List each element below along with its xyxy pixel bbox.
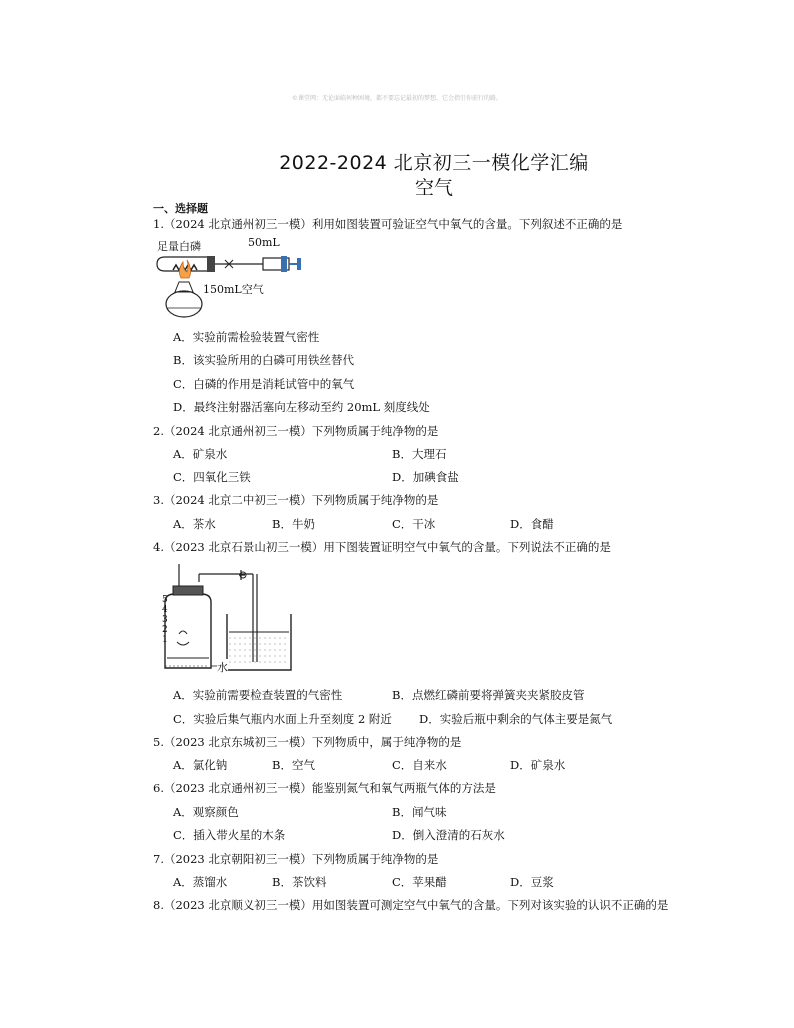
figure4-label-water: 水 xyxy=(217,661,228,674)
q1-option-b: B．该实验所用的白磷可用铁丝替代 xyxy=(173,353,354,367)
figure1-label-air: 150mL空气 xyxy=(203,283,264,296)
q3-option-a: A．茶水 xyxy=(173,517,216,531)
figure4-scale: 5 4 3 2 1 xyxy=(162,595,168,645)
q3-option-c: C．干冰 xyxy=(392,517,436,531)
question-7-stem: 7.（2023 北京朝阳初三一模）下列物质属于纯净物的是 xyxy=(153,852,439,866)
question-1-stem: 1.（2024 北京通州初三一模）利用如图装置可验证空气中氧气的含量。下列叙述不正确的是 xyxy=(153,217,623,231)
q2-option-a: A．矿泉水 xyxy=(173,447,228,461)
q4-option-d: D．实验后瓶中剩余的气体主要是氮气 xyxy=(419,712,613,726)
q3-option-d: D．食醋 xyxy=(510,517,554,531)
q6-option-a: A．观察颜色 xyxy=(173,805,239,819)
question-6-stem: 6.（2023 北京通州初三一模）能鉴别氮气和氧气两瓶气体的方法是 xyxy=(153,781,496,795)
q7-option-b: B．茶饮料 xyxy=(272,875,327,889)
question-5-stem: 5.（2023 北京东城初三一模）下列物质中，属于纯净物的是 xyxy=(153,735,462,749)
figure1-label-syringe: 50mL xyxy=(248,236,280,249)
q1-option-c: C．白磷的作用是消耗试管中的氧气 xyxy=(173,377,355,391)
q4-option-c: C．实验后集气瓶内水面上升至刻度 2 附近 xyxy=(173,712,392,726)
q2-option-b: B．大理石 xyxy=(392,447,447,461)
q5-option-d: D．矿泉水 xyxy=(510,758,566,772)
q2-option-d: D．加碘食盐 xyxy=(392,470,459,484)
q6-option-d: D．倒入澄清的石灰水 xyxy=(392,828,505,842)
section-heading: 一、选择题 xyxy=(153,202,208,215)
q7-option-d: D．豆浆 xyxy=(510,875,554,889)
question-4-stem: 4.（2023 北京石景山初三一模）用下图装置证明空气中氧气的含量。下列说法不正确的是 xyxy=(153,540,611,554)
q5-option-a: A．氯化钠 xyxy=(173,758,228,772)
watermark: ©课堂网：无论面临何种困境，都不要忘记最初的梦想，它会指引你前行的路。 xyxy=(291,95,502,102)
question-3-stem: 3.（2024 北京二中初三一模）下列物质属于纯净物的是 xyxy=(153,493,439,507)
q1-option-a: A．实验前需检验装置气密性 xyxy=(173,330,320,344)
q6-option-b: B．闻气味 xyxy=(392,805,447,819)
question-8-stem: 8.（2023 北京顺义初三一模）用如图装置可测定空气中氧气的含量。下列对该实验的认识不正确的是 xyxy=(153,898,669,912)
figure1-apparatus xyxy=(153,248,303,326)
q7-option-c: C．苹果醋 xyxy=(392,875,447,889)
q4-option-b: B．点燃红磷前要将弹簧夹夹紧胶皮管 xyxy=(392,688,585,702)
page-subtitle: 空气 xyxy=(414,177,453,199)
q1-option-d: D．最终注射器活塞向左移动至约 20mL 刻度线处 xyxy=(173,400,430,414)
q5-option-b: B．空气 xyxy=(272,758,315,772)
q7-option-a: A．蒸馏水 xyxy=(173,875,228,889)
figure1-label-phosphorus: 足量白磷 xyxy=(157,240,201,253)
q2-option-c: C．四氧化三铁 xyxy=(173,470,251,484)
page-title: 2022-2024 北京初三一模化学汇编 xyxy=(279,152,589,174)
q6-option-c: C．插入带火星的木条 xyxy=(173,828,286,842)
q3-option-b: B．牛奶 xyxy=(272,517,315,531)
q4-option-a: A．实验前需要检查装置的气密性 xyxy=(173,688,343,702)
q5-option-c: C．自来水 xyxy=(392,758,447,772)
question-2-stem: 2.（2024 北京通州初三一模）下列物质属于纯净物的是 xyxy=(153,424,439,438)
